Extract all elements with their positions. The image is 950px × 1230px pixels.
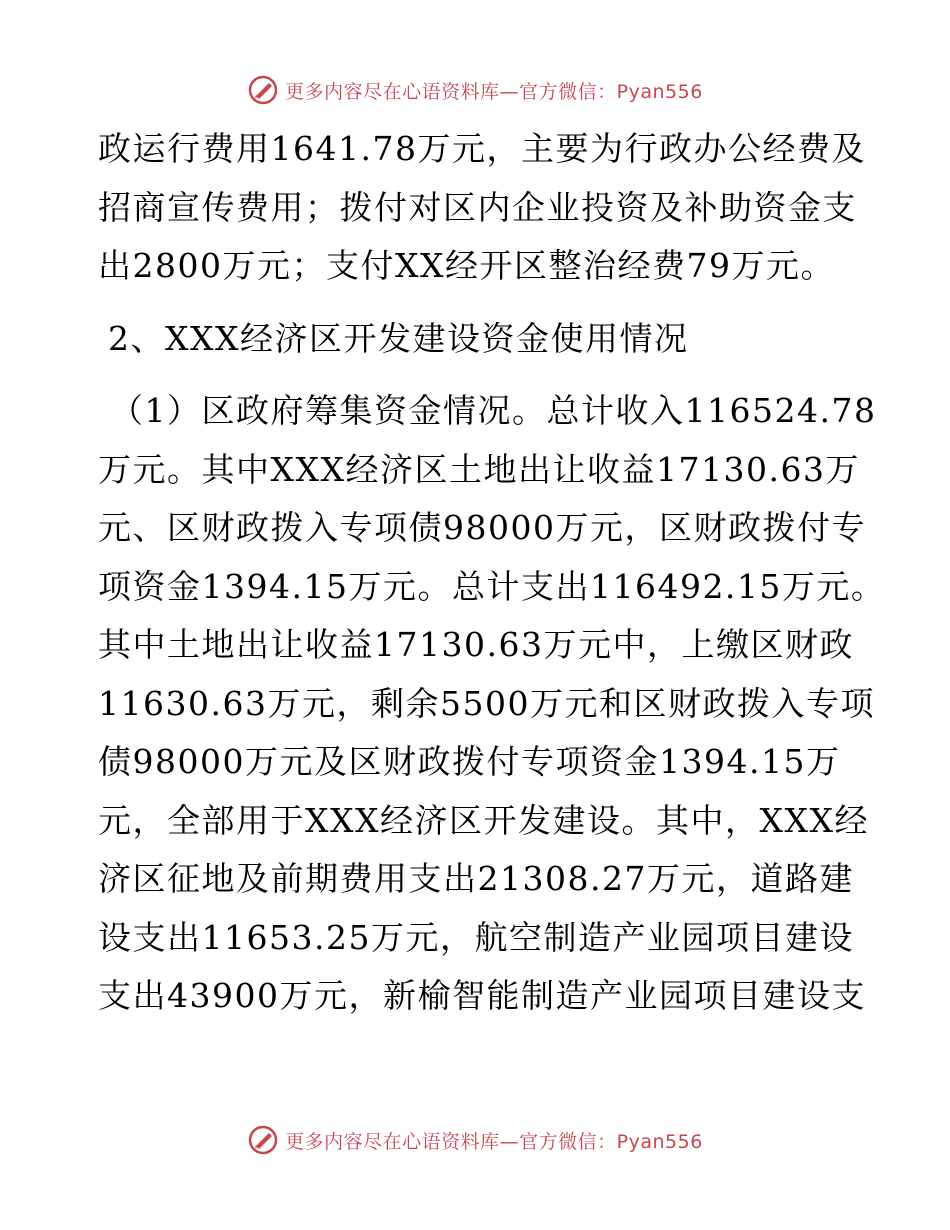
watermark-text: 更多内容尽在心语资料库—官方微信：Pyan556: [285, 80, 703, 103]
paragraph-line: 设支出11653.25万元，航空制造产业园项目建设: [98, 917, 854, 957]
paragraph-line: 11630.63万元，剩余5500万元和区财政拨入专项: [98, 683, 875, 723]
paragraph-line: 招商宣传费用；拨付对区内企业投资及补助资金支: [98, 187, 857, 227]
document-body: [98, 120, 886, 1026]
paragraph-line: （1）区政府筹集资金情况。总计收入116524.78: [110, 391, 877, 430]
watermark-text: 更多内容尽在心语资料库—官方微信：Pyan556: [285, 1130, 703, 1153]
header-watermark: [0, 70, 950, 110]
paragraph-line: 济区征地及前期费用支出21308.27万元，道路建: [98, 859, 854, 898]
paragraph-line: 出2800万元；支付XX经开区整治经费79万元。: [98, 246, 835, 285]
paragraph-line: 其中土地出让收益17130.63万元中，上缴区财政: [98, 625, 854, 664]
logo-icon: [247, 1124, 279, 1156]
paragraph-line: 元、区财政拨入专项债98000万元，区财政拨付专: [98, 508, 866, 547]
paragraph-line: 项资金1394.15万元。总计支出116492.15万元。: [98, 566, 886, 606]
paragraph-line: 政运行费用1641.78万元，主要为行政办公经费及: [98, 129, 866, 168]
paragraph-line: 元，全部用于XXX经济区开发建设。其中，XXX经: [98, 800, 869, 840]
footer-watermark: [0, 1120, 950, 1160]
paragraph-line: 万元。其中XXX经济区土地出让收益17130.63万: [98, 449, 860, 489]
logo-icon: [247, 74, 279, 106]
paragraph-line: 支出43900万元，新榆智能制造产业园项目建设支: [98, 976, 866, 1015]
paragraph-line: 债98000万元及区财政拨付专项资金1394.15万: [98, 742, 841, 781]
section-heading: 2、XXX经济区开发建设资金使用情况: [108, 318, 689, 358]
